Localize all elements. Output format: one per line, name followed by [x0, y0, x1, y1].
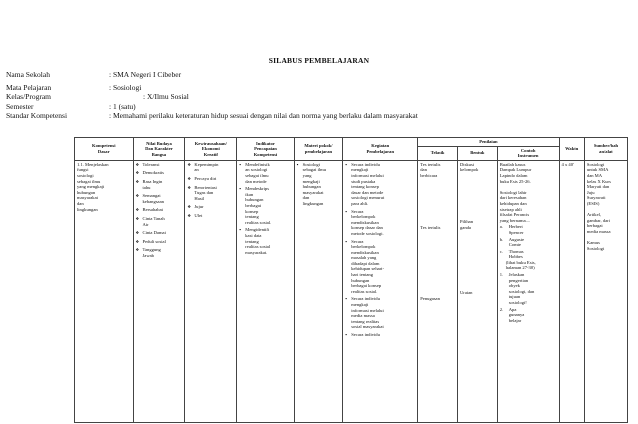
list-item-text: Secara individu mengkaji informasi melalui media massa tentang realitas sosial masyarakat	[351, 296, 384, 330]
meta-value: : Sosiologi	[109, 82, 142, 92]
meta-class	[6, 92, 418, 102]
bullet-icon: ❖	[135, 215, 140, 221]
list-item-text: Rasa Ingin tahu	[142, 178, 163, 190]
bentuk-item: Diskusi kelompok	[459, 161, 479, 173]
list-item-text: Tanggung Jawab	[142, 247, 161, 258]
cell-kewirausahaan	[185, 160, 237, 422]
list-item	[187, 162, 234, 173]
header-kegiatan: Kegiatan Pembelajaran	[343, 138, 418, 161]
bullet-icon: ❖	[135, 170, 140, 176]
list-item	[239, 227, 291, 255]
bullet-icon: ❖	[135, 247, 140, 253]
header-indikator: Indikator Pencapaian Kompetensi	[237, 138, 294, 161]
header-waktu: Waktu	[559, 138, 584, 161]
list-item	[187, 213, 234, 219]
meta-label: Kelas/Program	[6, 92, 51, 102]
list-item-text: Demokratis	[142, 170, 164, 176]
meta-label: Semester	[6, 101, 34, 111]
kegiatan-list	[345, 162, 415, 338]
indikator-list	[239, 162, 291, 256]
teknik-item: Tes tertulis dan berbicara	[420, 161, 441, 178]
list-item-text: Ulet	[194, 212, 203, 218]
bullet-icon: ❖	[135, 178, 140, 184]
header-nilai: Nilai Budaya Dan Karakter Bangsa	[133, 138, 185, 161]
cell-kegiatan	[343, 160, 418, 422]
list-item-text: Mengidentifi kasi data tentang realitas sosial masyarakat.	[245, 227, 271, 255]
list-item-text: Cinta Tanah Air	[142, 215, 165, 227]
bullet-icon: ❖	[187, 161, 191, 167]
list-item-text: Secara berkelompok mendiskusikan masalah yang dihadapi dalam kehidupan sehari- hari tentang hubungan berbagai konsep realitas sosial.	[351, 238, 384, 294]
cell-bentuk	[457, 160, 497, 422]
list-item	[136, 230, 183, 236]
list-item-text: Berorientasi Tugas dan Hasil	[194, 184, 217, 201]
teknik-item: Tes tertulis	[420, 224, 441, 230]
bullet-icon: ❖	[135, 193, 140, 199]
kewirausahaan-list	[187, 162, 234, 219]
cell-teknik	[418, 160, 458, 422]
item-number: 1.	[499, 272, 504, 278]
list-item	[239, 186, 291, 225]
list-item	[136, 170, 183, 176]
header-penilaian: Penilaian	[418, 138, 559, 147]
item-text: Apa gunanya belajar	[508, 306, 525, 323]
cell-materi	[294, 160, 343, 422]
bullet-icon: ▪	[239, 161, 241, 167]
meta-subject	[6, 83, 418, 93]
bullet-icon: ❖	[135, 207, 140, 213]
meta-value: : 1 (satu)	[109, 101, 136, 111]
list-item	[136, 193, 183, 204]
bentuk-item: Uraian	[459, 290, 473, 296]
list-item	[297, 162, 341, 207]
contoh-tasks	[500, 272, 557, 323]
contoh-ref: (lihat buku Esis, halaman 27-30)	[505, 259, 536, 271]
list-item-text: Semangat kebangsaan	[142, 193, 164, 204]
list-item-text: Sosiologi sebagai ilmu yang mengkaji hubungan masyarakat dan lingkungan	[302, 161, 326, 206]
list-item	[345, 162, 415, 207]
meta-semester	[6, 102, 418, 112]
contoh-options	[500, 224, 557, 260]
meta-value: : SMA Negeri I Cibeber	[109, 70, 182, 79]
header-sumber: Sumber/bah an/alat	[584, 138, 627, 161]
list-item-text: Toleransi	[142, 161, 160, 167]
list-item-text: Bersahabat	[142, 207, 163, 213]
meta-value: : X/Ilmu Sosial	[143, 92, 189, 102]
table-row	[75, 160, 628, 422]
item-text: Herbert Spencer	[508, 224, 524, 235]
header-teknik: Teknik	[418, 146, 458, 160]
meta-school	[6, 70, 418, 80]
list-item-text: Peduli sosial	[142, 238, 166, 244]
item-number: b.	[499, 236, 504, 242]
list-item-text: Percaya diri	[194, 175, 217, 181]
meta-label: Mata Pelajaran	[6, 82, 52, 92]
list-item	[136, 239, 183, 245]
numbered-item	[500, 249, 557, 260]
nilai-list	[136, 162, 183, 259]
list-item	[187, 185, 234, 202]
numbered-item	[500, 307, 557, 324]
list-item-text: Secara individu mengkaji informasi melalui studi pustaka tentang konsep dasar dan metode sosiologi menurut para ahli.	[351, 161, 385, 206]
list-item-text: Mendefinisik an sosiologi sebagai ilmu dan metode	[245, 161, 270, 184]
meta-competency-standard	[6, 111, 418, 121]
item-number: a.	[499, 224, 503, 230]
bullet-icon: ❖	[187, 212, 191, 218]
bullet-icon: ❖	[135, 161, 140, 167]
header-kewirausahaan: Kewirausahaan/ Ekonomi Kreatif	[185, 138, 237, 161]
list-item	[136, 162, 183, 168]
bullet-icon: ❖	[187, 184, 191, 190]
syllabus-table	[74, 137, 628, 423]
list-item-text: Secara individu	[351, 332, 380, 337]
bullet-icon: ❖	[187, 204, 191, 210]
bullet-icon: ▪	[239, 186, 241, 192]
list-item	[345, 296, 415, 330]
numbered-item	[500, 272, 557, 306]
item-text: Thomas Hobbes	[508, 248, 524, 260]
list-item	[136, 207, 183, 213]
cell-indikator	[237, 160, 294, 422]
cell-nilai	[133, 160, 185, 422]
item-number: c.	[499, 248, 503, 254]
cell-waktu: 4 x 40'	[559, 160, 584, 422]
bullet-icon: ❖	[135, 238, 140, 244]
bullet-icon: ▪	[345, 296, 347, 302]
list-item	[187, 204, 234, 210]
numbered-item	[500, 224, 557, 235]
cell-contoh	[497, 160, 559, 422]
header-contoh: Contoh Instrumen	[497, 146, 559, 160]
item-text: Jelaskan pengertian obyek sosiologi, dan tujuan sosiologi!	[508, 272, 535, 306]
header-kompetensi: Kompetensi Dasar	[75, 138, 134, 161]
bullet-icon: ❖	[135, 230, 140, 236]
list-item-text: Kepemimpin an	[194, 161, 219, 173]
bullet-icon: ▪	[345, 161, 347, 167]
header-materi: Materi pokok/ pembelajaran	[294, 138, 343, 161]
list-item-text: Mendeskrips ikan hubungan berbagai konsep tentang realitas sosial.	[245, 186, 272, 225]
bullet-icon: ▪	[239, 227, 241, 233]
list-item-text: Jujur	[194, 204, 204, 210]
list-item	[345, 332, 415, 338]
bullet-icon: ▪	[345, 332, 347, 337]
syllabus-meta	[6, 70, 418, 121]
bullet-icon: ▪	[345, 238, 347, 244]
list-item	[345, 209, 415, 237]
cell-kompetensi: 1.1. Menjelaskan fungsi sosiologi sebagai ilmu yang mengkaji hubungan masyarakat dan lingkungan	[75, 160, 134, 422]
list-item	[136, 216, 183, 227]
numbered-item	[500, 237, 557, 248]
meta-label: Standar Kompetensi	[6, 111, 68, 121]
materi-list	[297, 162, 341, 207]
bullet-icon: ❖	[187, 175, 191, 181]
list-item	[239, 162, 291, 184]
list-item	[345, 239, 415, 295]
list-item	[136, 247, 183, 258]
page-title: SILABUS PEMBELAJARAN	[268, 56, 370, 65]
item-text: Auguste Comte	[508, 236, 525, 248]
teknik-item: Penugasan	[420, 296, 440, 302]
bentuk-item: Pilihan ganda	[459, 218, 474, 230]
list-item-text: Secara berkelompok mendiskusikan konsep dasar dan metode sosiologi.	[351, 208, 384, 236]
meta-value: : Memahami perilaku keteraturan hidup sesuai dengan nilai dan norma yang berlaku dalam masyarakat	[109, 111, 418, 121]
bullet-icon: ▪	[345, 208, 347, 214]
list-item	[187, 176, 234, 182]
meta-label: Nama Sekolah	[6, 70, 50, 79]
list-item	[136, 179, 183, 190]
contoh-intro: Buatlah kasus Dampak Lumpur Lapindo dalam buku Esis 25-26. Sosiologi lahir dari keresahan kehidupan dan sisetrap ahli filsafat Perancis yang bernama....	[499, 161, 532, 223]
cell-sumber: Sosiologi untuk SMA dan MA kelas X Kurs Maryati dan Juju Suryawati (ESIS) Artikel, gambar, dari berbagai media massa Kamus Sosiologi	[584, 160, 627, 422]
item-number: 2.	[499, 306, 504, 312]
list-item-text: Cinta Damai	[142, 230, 166, 236]
bullet-icon: ▪	[296, 161, 299, 167]
header-bentuk: Bentuk	[457, 146, 497, 160]
